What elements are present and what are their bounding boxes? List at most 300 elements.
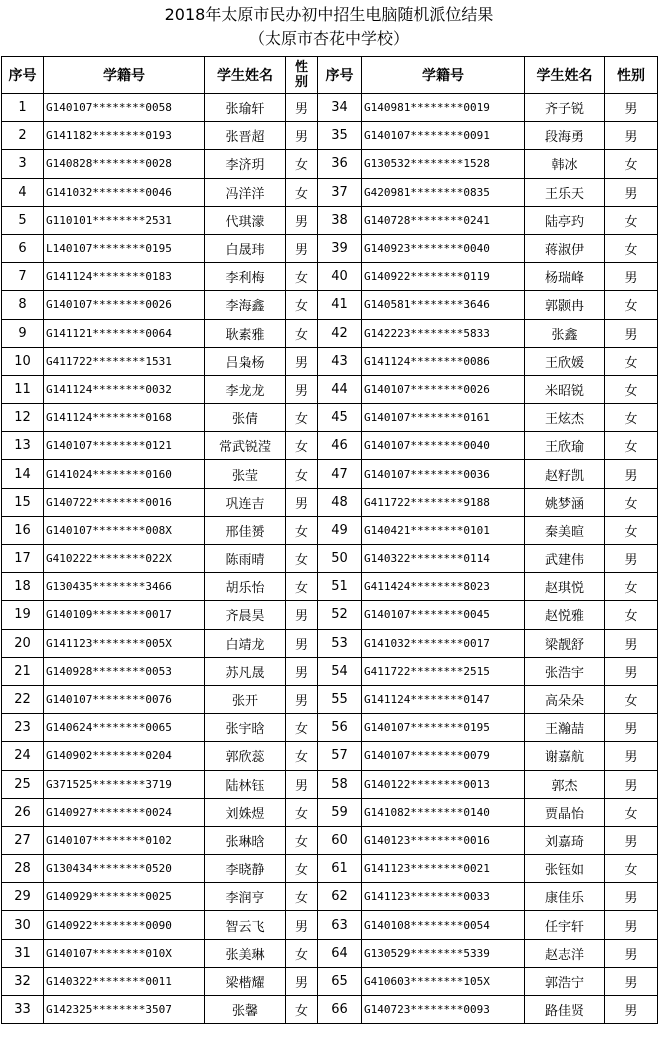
student-id-cell: G140929********0025 [44, 883, 205, 911]
student-id-cell: G140107********0058 [44, 94, 205, 122]
student-id-cell: G140107********0091 [362, 122, 525, 150]
student-name-cell: 张馨 [205, 996, 286, 1024]
gender-cell: 男 [286, 122, 318, 150]
table-row [2, 657, 658, 685]
student-id-cell: G140107********0045 [362, 601, 525, 629]
student-name-cell: 梁楷耀 [205, 967, 286, 995]
student-id-cell: G140902********0204 [44, 742, 205, 770]
seq-cell: 46 [318, 432, 362, 460]
gender-cell: 男 [605, 967, 658, 995]
gender-cell: 女 [286, 432, 318, 460]
student-id-cell: G142325********3507 [44, 996, 205, 1024]
gender-cell: 女 [605, 206, 658, 234]
student-id-cell: G371525********3719 [44, 770, 205, 798]
seq-cell: 7 [2, 263, 44, 291]
gender-cell: 男 [605, 714, 658, 742]
student-id-cell: G140109********0017 [44, 601, 205, 629]
student-id-cell: G141123********0033 [362, 883, 525, 911]
seq-cell: 49 [318, 516, 362, 544]
table-row [2, 488, 658, 516]
student-name-cell: 冯洋洋 [205, 178, 286, 206]
gender-cell: 女 [286, 319, 318, 347]
seq-cell: 45 [318, 404, 362, 432]
student-name-cell: 李润亨 [205, 883, 286, 911]
student-name-cell: 李济玥 [205, 150, 286, 178]
gender-cell: 男 [286, 770, 318, 798]
results-table [1, 56, 658, 1024]
gender-cell: 男 [605, 657, 658, 685]
student-name-cell: 陈雨晴 [205, 545, 286, 573]
student-id-cell: G141124********0168 [44, 404, 205, 432]
seq-cell: 6 [2, 234, 44, 262]
table-row [2, 404, 658, 432]
student-name-cell: 张琳晗 [205, 826, 286, 854]
table-row [2, 911, 658, 939]
student-id-cell: G411722********1531 [44, 347, 205, 375]
student-name-cell: 齐晨昊 [205, 601, 286, 629]
seq-cell: 54 [318, 657, 362, 685]
student-name-cell: 张莹 [205, 460, 286, 488]
student-name-cell: 韩冰 [525, 150, 605, 178]
gender-cell: 女 [605, 234, 658, 262]
student-id-cell: G142223********5833 [362, 319, 525, 347]
student-name-cell: 赵悦雅 [525, 601, 605, 629]
header-seq: 序号 [2, 57, 44, 94]
student-name-cell: 高朵朵 [525, 685, 605, 713]
gender-cell: 女 [286, 573, 318, 601]
student-name-cell: 郭颢冉 [525, 291, 605, 319]
seq-cell: 22 [2, 685, 44, 713]
gender-cell: 女 [286, 714, 318, 742]
student-name-cell: 李海鑫 [205, 291, 286, 319]
student-id-cell: G140108********0054 [362, 911, 525, 939]
student-id-cell: G140107********0195 [362, 714, 525, 742]
student-id-cell: G141124********0183 [44, 263, 205, 291]
seq-cell: 19 [2, 601, 44, 629]
student-name-cell: 张晋超 [205, 122, 286, 150]
seq-cell: 65 [318, 967, 362, 995]
table-row [2, 150, 658, 178]
student-name-cell: 白靖龙 [205, 629, 286, 657]
gender-cell: 男 [605, 883, 658, 911]
gender-cell: 男 [605, 460, 658, 488]
seq-cell: 39 [318, 234, 362, 262]
gender-cell: 女 [605, 347, 658, 375]
seq-cell: 17 [2, 545, 44, 573]
gender-cell: 男 [605, 545, 658, 573]
student-id-cell: G140728********0241 [362, 206, 525, 234]
student-name-cell: 杨瑞峰 [525, 263, 605, 291]
student-id-cell: G140107********0026 [44, 291, 205, 319]
seq-cell: 37 [318, 178, 362, 206]
gender-cell: 女 [605, 516, 658, 544]
student-name-cell: 陆林钰 [205, 770, 286, 798]
student-id-cell: G140927********0024 [44, 798, 205, 826]
student-id-cell: G140107********0161 [362, 404, 525, 432]
gender-cell: 男 [286, 488, 318, 516]
student-name-cell: 秦美暄 [525, 516, 605, 544]
student-name-cell: 巩连吉 [205, 488, 286, 516]
student-id-cell: G140722********0016 [44, 488, 205, 516]
student-name-cell: 赵志洋 [525, 939, 605, 967]
gender-cell: 男 [605, 94, 658, 122]
gender-cell: 男 [286, 601, 318, 629]
student-name-cell: 张鑫 [525, 319, 605, 347]
student-name-cell: 苏凡晟 [205, 657, 286, 685]
table-row [2, 347, 658, 375]
seq-cell: 41 [318, 291, 362, 319]
gender-cell: 女 [286, 404, 318, 432]
document-title: 2018年太原市民办初中招生电脑随机派位结果 [164, 5, 494, 24]
gender-cell: 男 [286, 629, 318, 657]
student-name-cell: 耿素雅 [205, 319, 286, 347]
table-row [2, 742, 658, 770]
seq-cell: 51 [318, 573, 362, 601]
student-id-cell: G141124********0147 [362, 685, 525, 713]
table-row [2, 770, 658, 798]
student-name-cell: 郭杰 [525, 770, 605, 798]
seq-cell: 16 [2, 516, 44, 544]
table-row [2, 516, 658, 544]
student-name-cell: 张瑜轩 [205, 94, 286, 122]
seq-cell: 23 [2, 714, 44, 742]
table-row [2, 996, 658, 1024]
gender-cell: 女 [605, 601, 658, 629]
student-name-cell: 王欣媛 [525, 347, 605, 375]
gender-cell: 女 [286, 798, 318, 826]
student-name-cell: 赵籽凯 [525, 460, 605, 488]
student-name-cell: 武建伟 [525, 545, 605, 573]
student-id-cell: G140122********0013 [362, 770, 525, 798]
student-id-cell: G140123********0016 [362, 826, 525, 854]
table-row [2, 629, 658, 657]
student-name-cell: 张倩 [205, 404, 286, 432]
gender-cell: 男 [286, 657, 318, 685]
student-id-cell: G140107********0102 [44, 826, 205, 854]
student-id-cell: G140922********0119 [362, 263, 525, 291]
student-id-cell: G410222********022X [44, 545, 205, 573]
table-row [2, 883, 658, 911]
student-id-cell: G130435********3466 [44, 573, 205, 601]
student-name-cell: 邢佳赟 [205, 516, 286, 544]
student-name-cell: 代琪濛 [205, 206, 286, 234]
student-id-cell: G141123********005X [44, 629, 205, 657]
student-name-cell: 蒋淑伊 [525, 234, 605, 262]
gender-cell: 女 [286, 291, 318, 319]
table-row [2, 460, 658, 488]
table-row [2, 234, 658, 262]
student-id-cell: G140107********0121 [44, 432, 205, 460]
student-id-cell: G141182********0193 [44, 122, 205, 150]
seq-cell: 9 [2, 319, 44, 347]
table-row [2, 573, 658, 601]
header-gender-right: 性别 [605, 57, 658, 94]
table-row [2, 375, 658, 403]
seq-cell: 48 [318, 488, 362, 516]
student-id-cell: G141032********0046 [44, 178, 205, 206]
seq-cell: 34 [318, 94, 362, 122]
seq-cell: 26 [2, 798, 44, 826]
student-name-cell: 张浩宇 [525, 657, 605, 685]
student-name-cell: 王瀚喆 [525, 714, 605, 742]
seq-cell: 12 [2, 404, 44, 432]
student-name-cell: 常武锐滢 [205, 432, 286, 460]
seq-cell: 59 [318, 798, 362, 826]
student-id-cell: G140723********0093 [362, 996, 525, 1024]
seq-cell: 28 [2, 855, 44, 883]
gender-cell: 男 [605, 629, 658, 657]
gender-cell: 女 [286, 939, 318, 967]
seq-cell: 18 [2, 573, 44, 601]
student-name-cell: 李龙龙 [205, 375, 286, 403]
student-id-cell: G130532********1528 [362, 150, 525, 178]
student-id-cell: L140107********0195 [44, 234, 205, 262]
student-id-cell: G411722********2515 [362, 657, 525, 685]
student-id-cell: G140107********0026 [362, 375, 525, 403]
student-id-cell: G420981********0835 [362, 178, 525, 206]
seq-cell: 56 [318, 714, 362, 742]
student-id-cell: G110101********2531 [44, 206, 205, 234]
gender-cell: 女 [605, 432, 658, 460]
gender-cell: 男 [286, 685, 318, 713]
seq-cell: 25 [2, 770, 44, 798]
table-row [2, 714, 658, 742]
student-name-cell: 路佳贤 [525, 996, 605, 1024]
student-name-cell: 齐子锐 [525, 94, 605, 122]
seq-cell: 53 [318, 629, 362, 657]
student-name-cell: 王欣瑜 [525, 432, 605, 460]
student-id-cell: G141024********0160 [44, 460, 205, 488]
seq-cell: 50 [318, 545, 362, 573]
student-name-cell: 姚梦涵 [525, 488, 605, 516]
student-id-cell: G141123********0021 [362, 855, 525, 883]
seq-cell: 30 [2, 911, 44, 939]
seq-cell: 38 [318, 206, 362, 234]
seq-cell: 44 [318, 375, 362, 403]
student-id-cell: G140421********0101 [362, 516, 525, 544]
student-name-cell: 康佳乐 [525, 883, 605, 911]
gender-cell: 男 [605, 178, 658, 206]
seq-cell: 61 [318, 855, 362, 883]
table-row [2, 685, 658, 713]
table-row [2, 122, 658, 150]
student-name-cell: 吕枭杨 [205, 347, 286, 375]
seq-cell: 21 [2, 657, 44, 685]
student-id-cell: G140581********3646 [362, 291, 525, 319]
student-name-cell: 郭浩宁 [525, 967, 605, 995]
student-name-cell: 张美琳 [205, 939, 286, 967]
student-id-cell: G140322********0114 [362, 545, 525, 573]
student-id-cell: G140322********0011 [44, 967, 205, 995]
student-id-cell: G140107********008X [44, 516, 205, 544]
gender-cell: 女 [605, 855, 658, 883]
table-row [2, 263, 658, 291]
table-row [2, 432, 658, 460]
seq-cell: 47 [318, 460, 362, 488]
seq-cell: 52 [318, 601, 362, 629]
table-row [2, 826, 658, 854]
student-id-cell: G140107********0040 [362, 432, 525, 460]
header-seq-right: 序号 [318, 57, 362, 94]
gender-cell: 女 [605, 685, 658, 713]
student-id-cell: G140981********0019 [362, 94, 525, 122]
seq-cell: 10 [2, 347, 44, 375]
gender-cell: 女 [605, 150, 658, 178]
table-row [2, 601, 658, 629]
seq-cell: 66 [318, 996, 362, 1024]
student-id-cell: G140928********0053 [44, 657, 205, 685]
table-row [2, 291, 658, 319]
header-gender-short [286, 57, 318, 94]
table-row [2, 94, 658, 122]
seq-cell: 3 [2, 150, 44, 178]
student-name-cell: 王炫杰 [525, 404, 605, 432]
seq-cell: 33 [2, 996, 44, 1024]
student-name-cell: 王乐天 [525, 178, 605, 206]
student-name-cell: 米昭锐 [525, 375, 605, 403]
student-id-cell: G141082********0140 [362, 798, 525, 826]
seq-cell: 43 [318, 347, 362, 375]
gender-cell: 男 [286, 911, 318, 939]
student-id-cell: G410603********105X [362, 967, 525, 995]
gender-cell: 女 [286, 742, 318, 770]
student-name-cell: 智云飞 [205, 911, 286, 939]
gender-cell: 男 [286, 375, 318, 403]
student-name-cell: 谢嘉航 [525, 742, 605, 770]
gender-cell: 女 [286, 178, 318, 206]
student-name-cell: 胡乐怡 [205, 573, 286, 601]
seq-cell: 29 [2, 883, 44, 911]
gender-cell: 男 [286, 94, 318, 122]
header-id: 学籍号 [44, 57, 205, 94]
gender-cell: 男 [605, 263, 658, 291]
table-row [2, 319, 658, 347]
seq-cell: 58 [318, 770, 362, 798]
student-id-cell: G140624********0065 [44, 714, 205, 742]
student-name-cell: 张开 [205, 685, 286, 713]
seq-cell: 24 [2, 742, 44, 770]
student-id-cell: G130434********0520 [44, 855, 205, 883]
header-gender-short-text: 性别 [294, 60, 308, 90]
gender-cell: 男 [605, 826, 658, 854]
seq-cell: 31 [2, 939, 44, 967]
gender-cell: 女 [286, 150, 318, 178]
student-name-cell: 郭欣蕊 [205, 742, 286, 770]
seq-cell: 2 [2, 122, 44, 150]
gender-cell: 女 [605, 375, 658, 403]
seq-cell: 40 [318, 263, 362, 291]
student-name-cell: 李晓静 [205, 855, 286, 883]
table-row [2, 178, 658, 206]
student-id-cell: G140107********0036 [362, 460, 525, 488]
gender-cell: 女 [286, 996, 318, 1024]
gender-cell: 男 [605, 742, 658, 770]
student-id-cell: G141124********0086 [362, 347, 525, 375]
student-id-cell: G141124********0032 [44, 375, 205, 403]
seq-cell: 35 [318, 122, 362, 150]
table-row [2, 855, 658, 883]
gender-cell: 男 [605, 911, 658, 939]
student-id-cell: G140107********0076 [44, 685, 205, 713]
seq-cell: 1 [2, 94, 44, 122]
seq-cell: 13 [2, 432, 44, 460]
seq-cell: 4 [2, 178, 44, 206]
student-id-cell: G130529********5339 [362, 939, 525, 967]
student-name-cell: 张宇晗 [205, 714, 286, 742]
gender-cell: 女 [605, 291, 658, 319]
table-body [2, 94, 658, 1024]
seq-cell: 36 [318, 150, 362, 178]
seq-cell: 20 [2, 629, 44, 657]
header-id-right: 学籍号 [362, 57, 525, 94]
gender-cell: 女 [286, 545, 318, 573]
student-name-cell: 陆亭玓 [525, 206, 605, 234]
seq-cell: 55 [318, 685, 362, 713]
student-id-cell: G140107********0079 [362, 742, 525, 770]
student-name-cell: 白晟玮 [205, 234, 286, 262]
student-name-cell: 刘嘉琦 [525, 826, 605, 854]
student-id-cell: G411722********9188 [362, 488, 525, 516]
seq-cell: 64 [318, 939, 362, 967]
table-row [2, 967, 658, 995]
gender-cell: 女 [286, 263, 318, 291]
gender-cell: 男 [605, 770, 658, 798]
seq-cell: 14 [2, 460, 44, 488]
gender-cell: 女 [605, 404, 658, 432]
student-id-cell: G140923********0040 [362, 234, 525, 262]
student-id-cell: G411424********8023 [362, 573, 525, 601]
student-name-cell: 梁靓舒 [525, 629, 605, 657]
seq-cell: 32 [2, 967, 44, 995]
gender-cell: 男 [286, 206, 318, 234]
student-name-cell: 贾晶怡 [525, 798, 605, 826]
table-header-row [2, 57, 658, 94]
student-name-cell: 段海勇 [525, 122, 605, 150]
gender-cell: 女 [286, 855, 318, 883]
student-id-cell: G140922********0090 [44, 911, 205, 939]
student-name-cell: 任宇轩 [525, 911, 605, 939]
header-name: 学生姓名 [205, 57, 286, 94]
table-row [2, 939, 658, 967]
student-id-cell: G141032********0017 [362, 629, 525, 657]
gender-cell: 男 [605, 939, 658, 967]
student-name-cell: 张钰如 [525, 855, 605, 883]
table-row [2, 798, 658, 826]
gender-cell: 女 [605, 488, 658, 516]
seq-cell: 60 [318, 826, 362, 854]
student-id-cell: G141121********0064 [44, 319, 205, 347]
table-row [2, 206, 658, 234]
seq-cell: 5 [2, 206, 44, 234]
gender-cell: 男 [286, 347, 318, 375]
gender-cell: 女 [286, 826, 318, 854]
gender-cell: 女 [286, 516, 318, 544]
seq-cell: 11 [2, 375, 44, 403]
seq-cell: 57 [318, 742, 362, 770]
seq-cell: 63 [318, 911, 362, 939]
gender-cell: 男 [605, 319, 658, 347]
student-id-cell: G140107********010X [44, 939, 205, 967]
student-id-cell: G140828********0028 [44, 150, 205, 178]
header-name-right: 学生姓名 [525, 57, 605, 94]
gender-cell: 女 [605, 573, 658, 601]
gender-cell: 女 [286, 460, 318, 488]
gender-cell: 男 [286, 234, 318, 262]
seq-cell: 42 [318, 319, 362, 347]
seq-cell: 8 [2, 291, 44, 319]
gender-cell: 男 [286, 967, 318, 995]
student-name-cell: 赵琪悦 [525, 573, 605, 601]
